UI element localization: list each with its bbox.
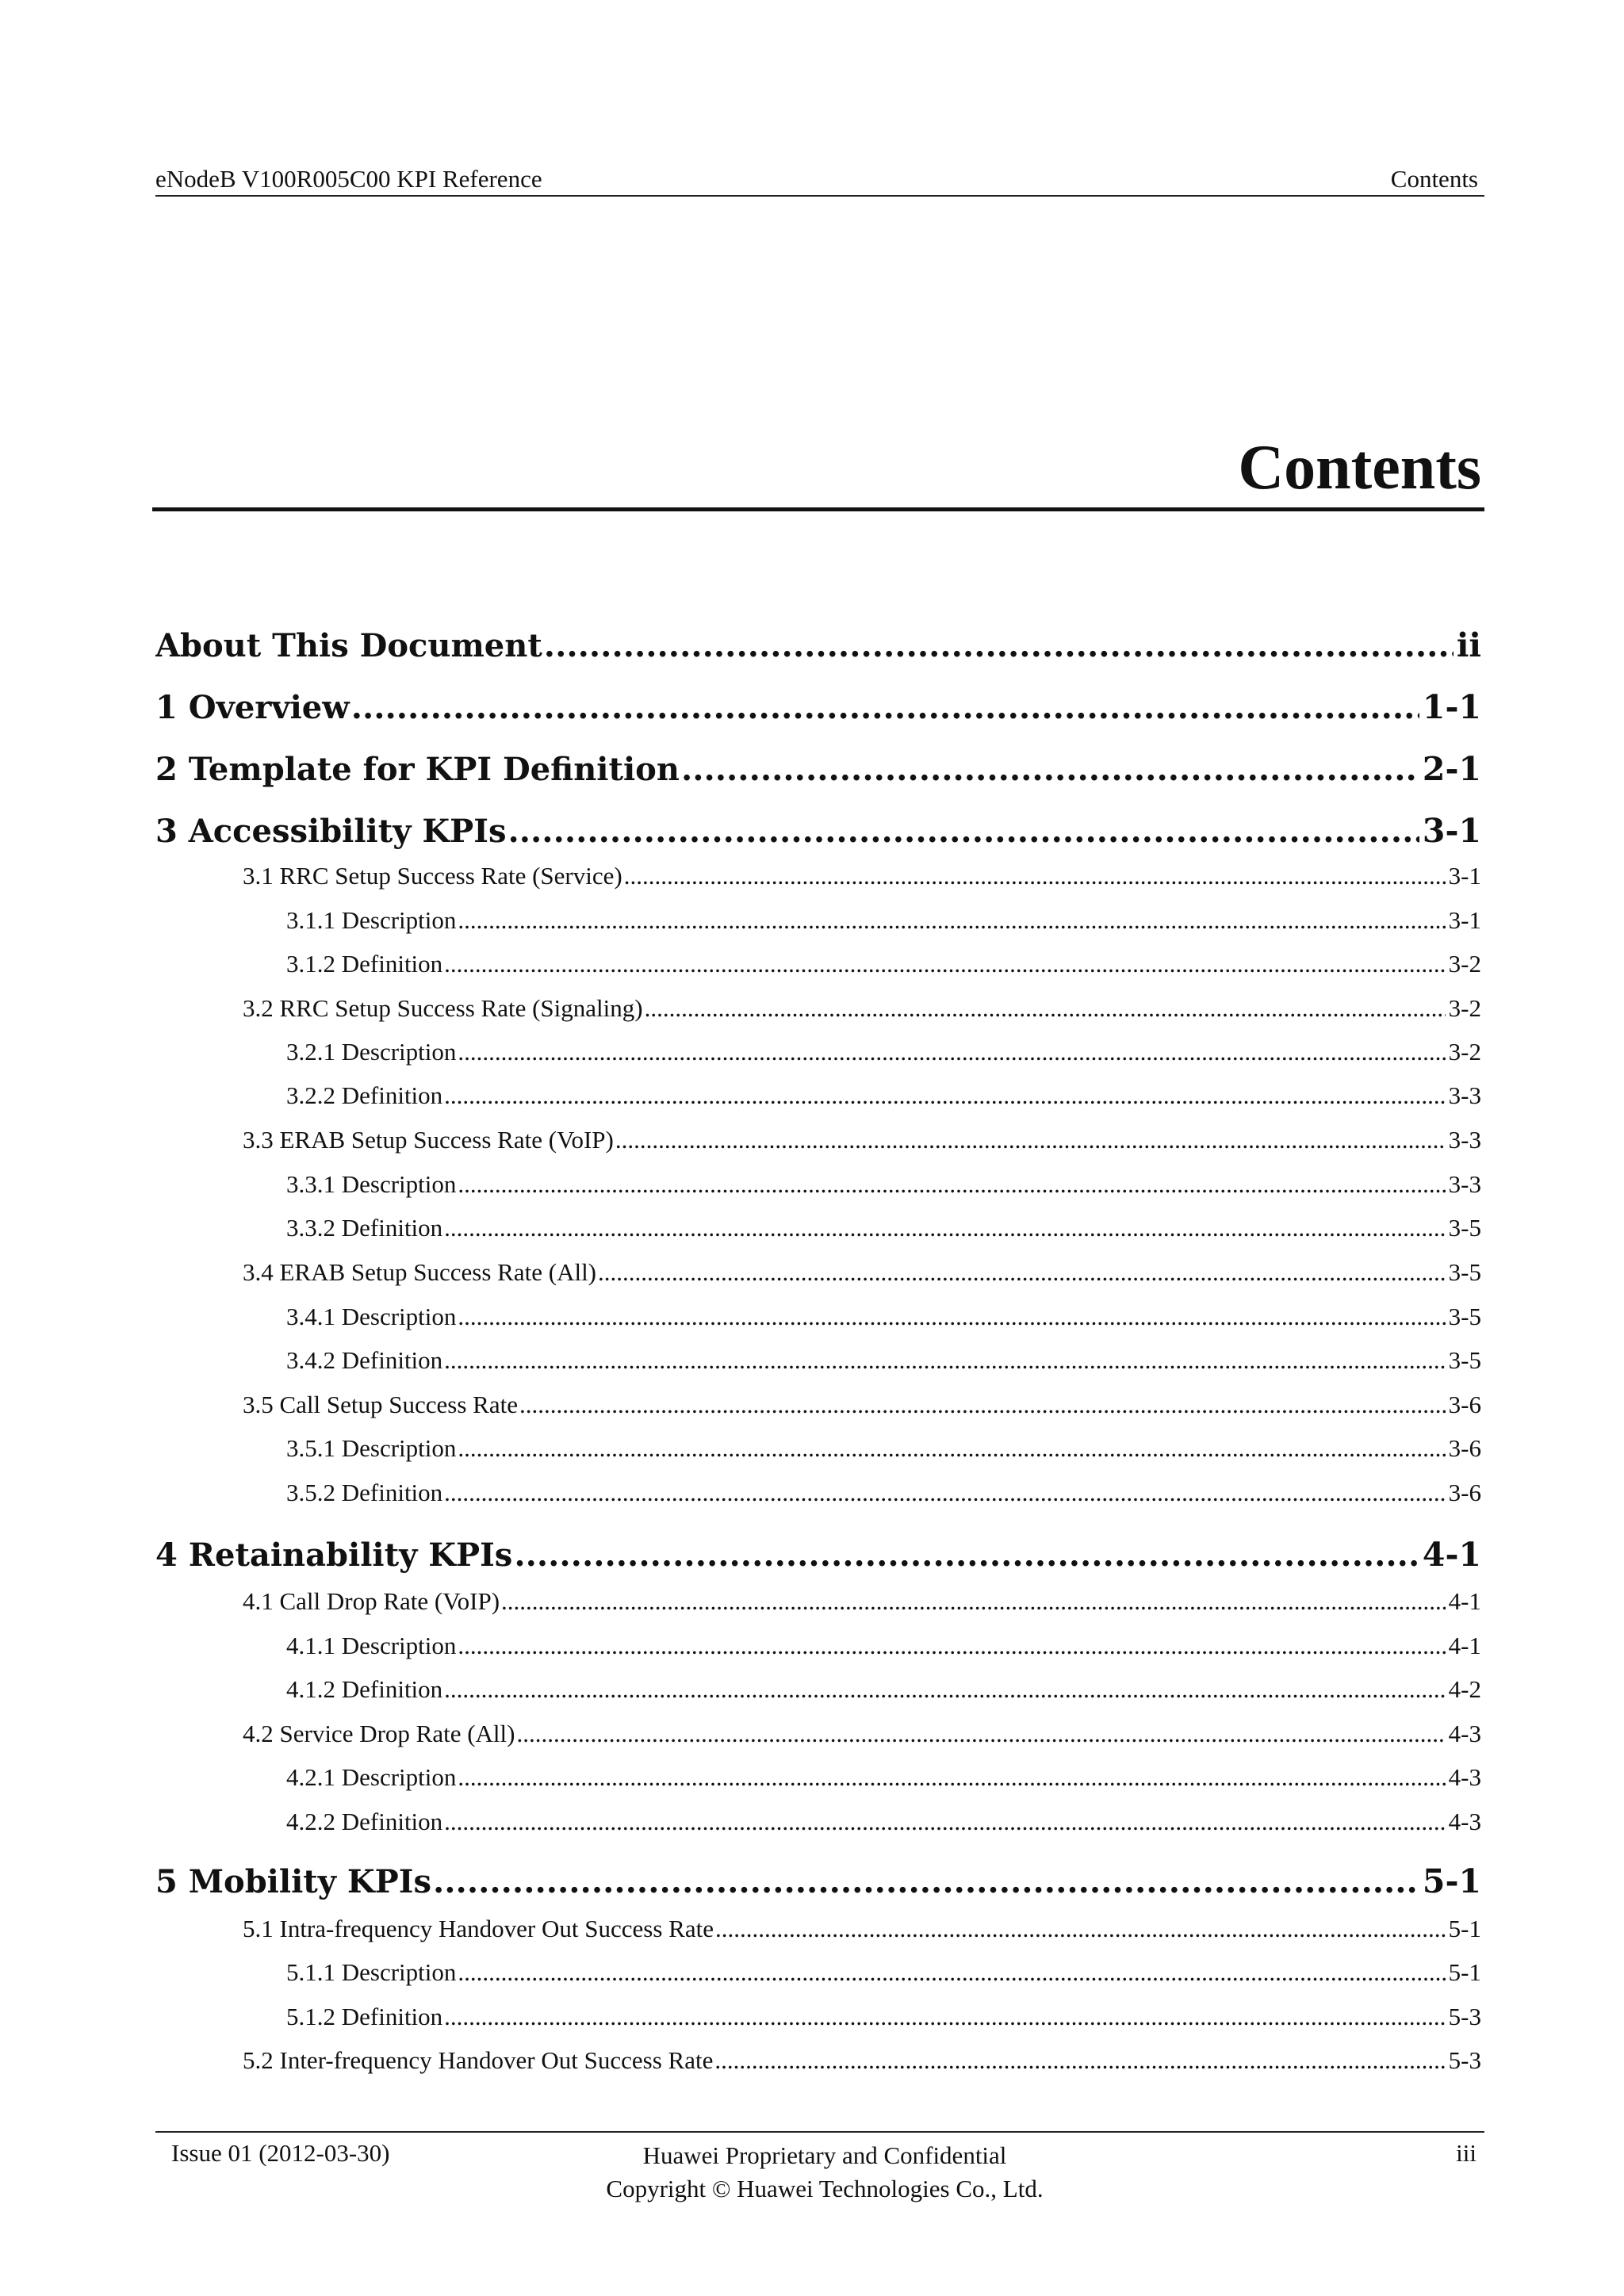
toc-entry-page: 3-2 xyxy=(1448,1038,1481,1066)
dot-leader xyxy=(433,1862,1419,1900)
toc-entry-level-2[interactable] xyxy=(243,1915,1481,1950)
toc-entry-label: 5.1.2 Definition xyxy=(286,2003,443,2030)
toc-entry-level-2[interactable] xyxy=(243,1720,1481,1755)
title-rule xyxy=(152,507,1484,511)
toc-entry-page: 4-1 xyxy=(1448,1632,1481,1659)
dot-leader xyxy=(444,2003,1446,2031)
issue-date: Issue 01 (2012-03-30) xyxy=(171,2139,390,2167)
toc-entry-label: 4.1 Call Drop Rate (VoIP) xyxy=(243,1587,500,1615)
toc-entry-page: 3-5 xyxy=(1448,1303,1481,1330)
toc-entry-level-3[interactable] xyxy=(286,1479,1481,1513)
toc-entry-level-3[interactable] xyxy=(286,2003,1481,2038)
dot-leader xyxy=(508,812,1419,850)
dot-leader xyxy=(458,1632,1445,1660)
toc-entry-label: 3.5 Call Setup Success Rate xyxy=(243,1391,518,1418)
dot-leader xyxy=(458,1170,1445,1199)
toc-entry-label: 4.2.1 Description xyxy=(286,1763,457,1791)
toc-entry-label: 5.1.1 Description xyxy=(286,1958,457,1986)
toc-entry-level-3[interactable] xyxy=(286,1808,1481,1843)
dot-leader xyxy=(458,906,1445,935)
dot-leader xyxy=(615,1126,1446,1154)
document-name: eNodeB V100R005C00 KPI Reference xyxy=(155,165,542,193)
dot-leader xyxy=(598,1258,1446,1287)
toc-entry-label: 4 Retainability KPIs xyxy=(155,1536,513,1574)
copyright-note: Copyright © Huawei Technologies Co., Ltd. xyxy=(606,2175,1044,2202)
toc-entry-page: 3-3 xyxy=(1448,1126,1481,1154)
toc-entry-level-2[interactable] xyxy=(243,2046,1481,2081)
toc-entry-level-2[interactable] xyxy=(243,1258,1481,1293)
toc-entry-label: 3.3.1 Description xyxy=(286,1170,457,1198)
toc-entry-level-3[interactable] xyxy=(286,1632,1481,1667)
toc-entry-level-1[interactable] xyxy=(155,812,1481,859)
dot-leader xyxy=(458,1763,1445,1792)
dot-leader xyxy=(351,688,1419,726)
toc-entry-page: ii xyxy=(1456,626,1481,664)
toc-entry-page: 3-2 xyxy=(1448,950,1481,978)
page-header xyxy=(155,159,1484,197)
dot-leader xyxy=(645,994,1446,1023)
toc-entry-label: 3.4.1 Description xyxy=(286,1303,457,1330)
toc-entry-level-1[interactable] xyxy=(155,750,1481,798)
dot-leader xyxy=(458,1303,1445,1331)
toc-entry-page: 3-1 xyxy=(1448,906,1481,934)
toc-entry-level-1[interactable] xyxy=(155,688,1481,736)
toc-entry-label: 4.2 Service Drop Rate (All) xyxy=(243,1720,515,1747)
toc-entry-page: 3-1 xyxy=(1422,812,1481,850)
toc-entry-level-3[interactable] xyxy=(286,906,1481,941)
toc-entry-page: 2-1 xyxy=(1422,750,1481,788)
header-section: Contents xyxy=(1390,165,1478,193)
toc-entry-level-1[interactable] xyxy=(155,626,1481,674)
dot-leader xyxy=(681,750,1419,788)
toc-entry-level-3[interactable] xyxy=(286,1346,1481,1381)
footer-center xyxy=(555,2139,1094,2206)
toc-entry-page: 3-6 xyxy=(1448,1479,1481,1506)
toc-entry-page: 3-6 xyxy=(1448,1391,1481,1418)
toc-entry-level-2[interactable] xyxy=(243,862,1481,897)
dot-leader xyxy=(624,862,1446,890)
toc-entry-label: 3.1.2 Definition xyxy=(286,950,443,978)
toc-entry-page: 5-3 xyxy=(1448,2003,1481,2030)
dot-leader xyxy=(458,1434,1445,1463)
dot-leader xyxy=(514,1536,1419,1574)
toc-entry-label: 3.5.2 Definition xyxy=(286,1479,443,1506)
toc-entry-level-3[interactable] xyxy=(286,1958,1481,1993)
toc-entry-level-2[interactable] xyxy=(243,994,1481,1029)
toc-entry-page: 4-1 xyxy=(1448,1587,1481,1615)
toc-entry-level-3[interactable] xyxy=(286,1303,1481,1337)
toc-entry-label: 3.4 ERAB Setup Success Rate (All) xyxy=(243,1258,597,1286)
dot-leader xyxy=(444,1346,1446,1375)
dot-leader xyxy=(715,1915,1446,1943)
toc-entry-page: 1-1 xyxy=(1422,688,1481,726)
toc-entry-level-3[interactable] xyxy=(286,1675,1481,1710)
toc-entry-label: 3.3.2 Definition xyxy=(286,1214,443,1242)
toc-entry-level-2[interactable] xyxy=(243,1126,1481,1161)
toc-entry-label: 3.1 RRC Setup Success Rate (Service) xyxy=(243,862,622,890)
toc-entry-label: 3.2 RRC Setup Success Rate (Signaling) xyxy=(243,994,643,1022)
toc-entry-page: 3-5 xyxy=(1448,1214,1481,1242)
dot-leader xyxy=(444,1479,1446,1507)
toc-entry-page: 5-1 xyxy=(1448,1958,1481,1986)
toc-entry-page: 5-1 xyxy=(1422,1862,1481,1900)
dot-leader xyxy=(458,1958,1445,1987)
dot-leader xyxy=(444,950,1446,978)
toc-entry-label: 3.3 ERAB Setup Success Rate (VoIP) xyxy=(243,1126,614,1154)
toc-entry-level-1[interactable] xyxy=(155,1536,1481,1583)
toc-entry-level-3[interactable] xyxy=(286,1038,1481,1073)
toc-entry-label: 5.2 Inter-frequency Handover Out Success Rate xyxy=(243,2046,714,2074)
dot-leader xyxy=(444,1214,1446,1242)
dot-leader xyxy=(544,626,1454,664)
toc-entry-page: 3-3 xyxy=(1448,1081,1481,1109)
toc-entry-level-3[interactable] xyxy=(286,1170,1481,1205)
toc-entry-level-3[interactable] xyxy=(286,1434,1481,1469)
dot-leader xyxy=(516,1720,1445,1748)
page-number: iii xyxy=(1456,2139,1477,2167)
toc-entry-page: 3-3 xyxy=(1448,1170,1481,1198)
dot-leader xyxy=(444,1081,1446,1110)
toc-entry-label: 3.4.2 Definition xyxy=(286,1346,443,1374)
dot-leader xyxy=(444,1808,1446,1836)
dot-leader xyxy=(444,1675,1446,1704)
toc-entry-label: 4.1.2 Definition xyxy=(286,1675,443,1703)
toc-entry-label: 4.2.2 Definition xyxy=(286,1808,443,1835)
toc-entry-page: 4-1 xyxy=(1422,1536,1481,1574)
toc-entry-page: 5-1 xyxy=(1448,1915,1481,1942)
toc-entry-label: 3.5.1 Description xyxy=(286,1434,457,1462)
dot-leader xyxy=(519,1391,1446,1419)
toc-entry-label: 5 Mobility KPIs xyxy=(155,1863,431,1900)
toc-entry-label: 5.1 Intra-frequency Handover Out Success Rate xyxy=(243,1915,714,1942)
toc-entry-page: 3-6 xyxy=(1448,1434,1481,1462)
toc-entry-level-3[interactable] xyxy=(286,950,1481,985)
footer-rule xyxy=(155,2131,1484,2133)
toc-entry-label: 2 Template for KPI Definition xyxy=(155,751,680,788)
toc-entry-label: 3.1.1 Description xyxy=(286,906,457,934)
toc-entry-level-2[interactable] xyxy=(243,1391,1481,1425)
toc-entry-page: 3-2 xyxy=(1448,994,1481,1022)
toc-entry-page: 5-3 xyxy=(1448,2046,1481,2074)
dot-leader xyxy=(458,1038,1445,1066)
toc-entry-label: 3.2.1 Description xyxy=(286,1038,457,1066)
toc-entry-page: 4-3 xyxy=(1448,1763,1481,1791)
toc-entry-page: 4-3 xyxy=(1448,1720,1481,1747)
toc-entry-page: 3-5 xyxy=(1448,1346,1481,1374)
toc-entry-label: About This Document xyxy=(155,627,542,664)
toc-entry-label: 3.2.2 Definition xyxy=(286,1081,443,1109)
dot-leader xyxy=(501,1587,1446,1616)
confidentiality-note: Huawei Proprietary and Confidential xyxy=(642,2141,1007,2169)
toc-entry-level-3[interactable] xyxy=(286,1214,1481,1249)
page-title: Contents xyxy=(1238,433,1481,503)
dot-leader xyxy=(714,2046,1445,2075)
toc-entry-level-3[interactable] xyxy=(286,1081,1481,1116)
toc-entry-label: 3 Accessibility KPIs xyxy=(155,813,507,850)
toc-entry-label: 1 Overview xyxy=(155,689,350,726)
toc-entry-page: 4-2 xyxy=(1448,1675,1481,1703)
toc-entry-page: 3-1 xyxy=(1448,862,1481,890)
toc-entry-level-3[interactable] xyxy=(286,1763,1481,1798)
toc-entry-page: 3-5 xyxy=(1448,1258,1481,1286)
toc-entry-page: 4-3 xyxy=(1448,1808,1481,1835)
toc-entry-level-2[interactable] xyxy=(243,1587,1481,1622)
toc-entry-level-1[interactable] xyxy=(155,1862,1481,1910)
toc-entry-label: 4.1.1 Description xyxy=(286,1632,457,1659)
